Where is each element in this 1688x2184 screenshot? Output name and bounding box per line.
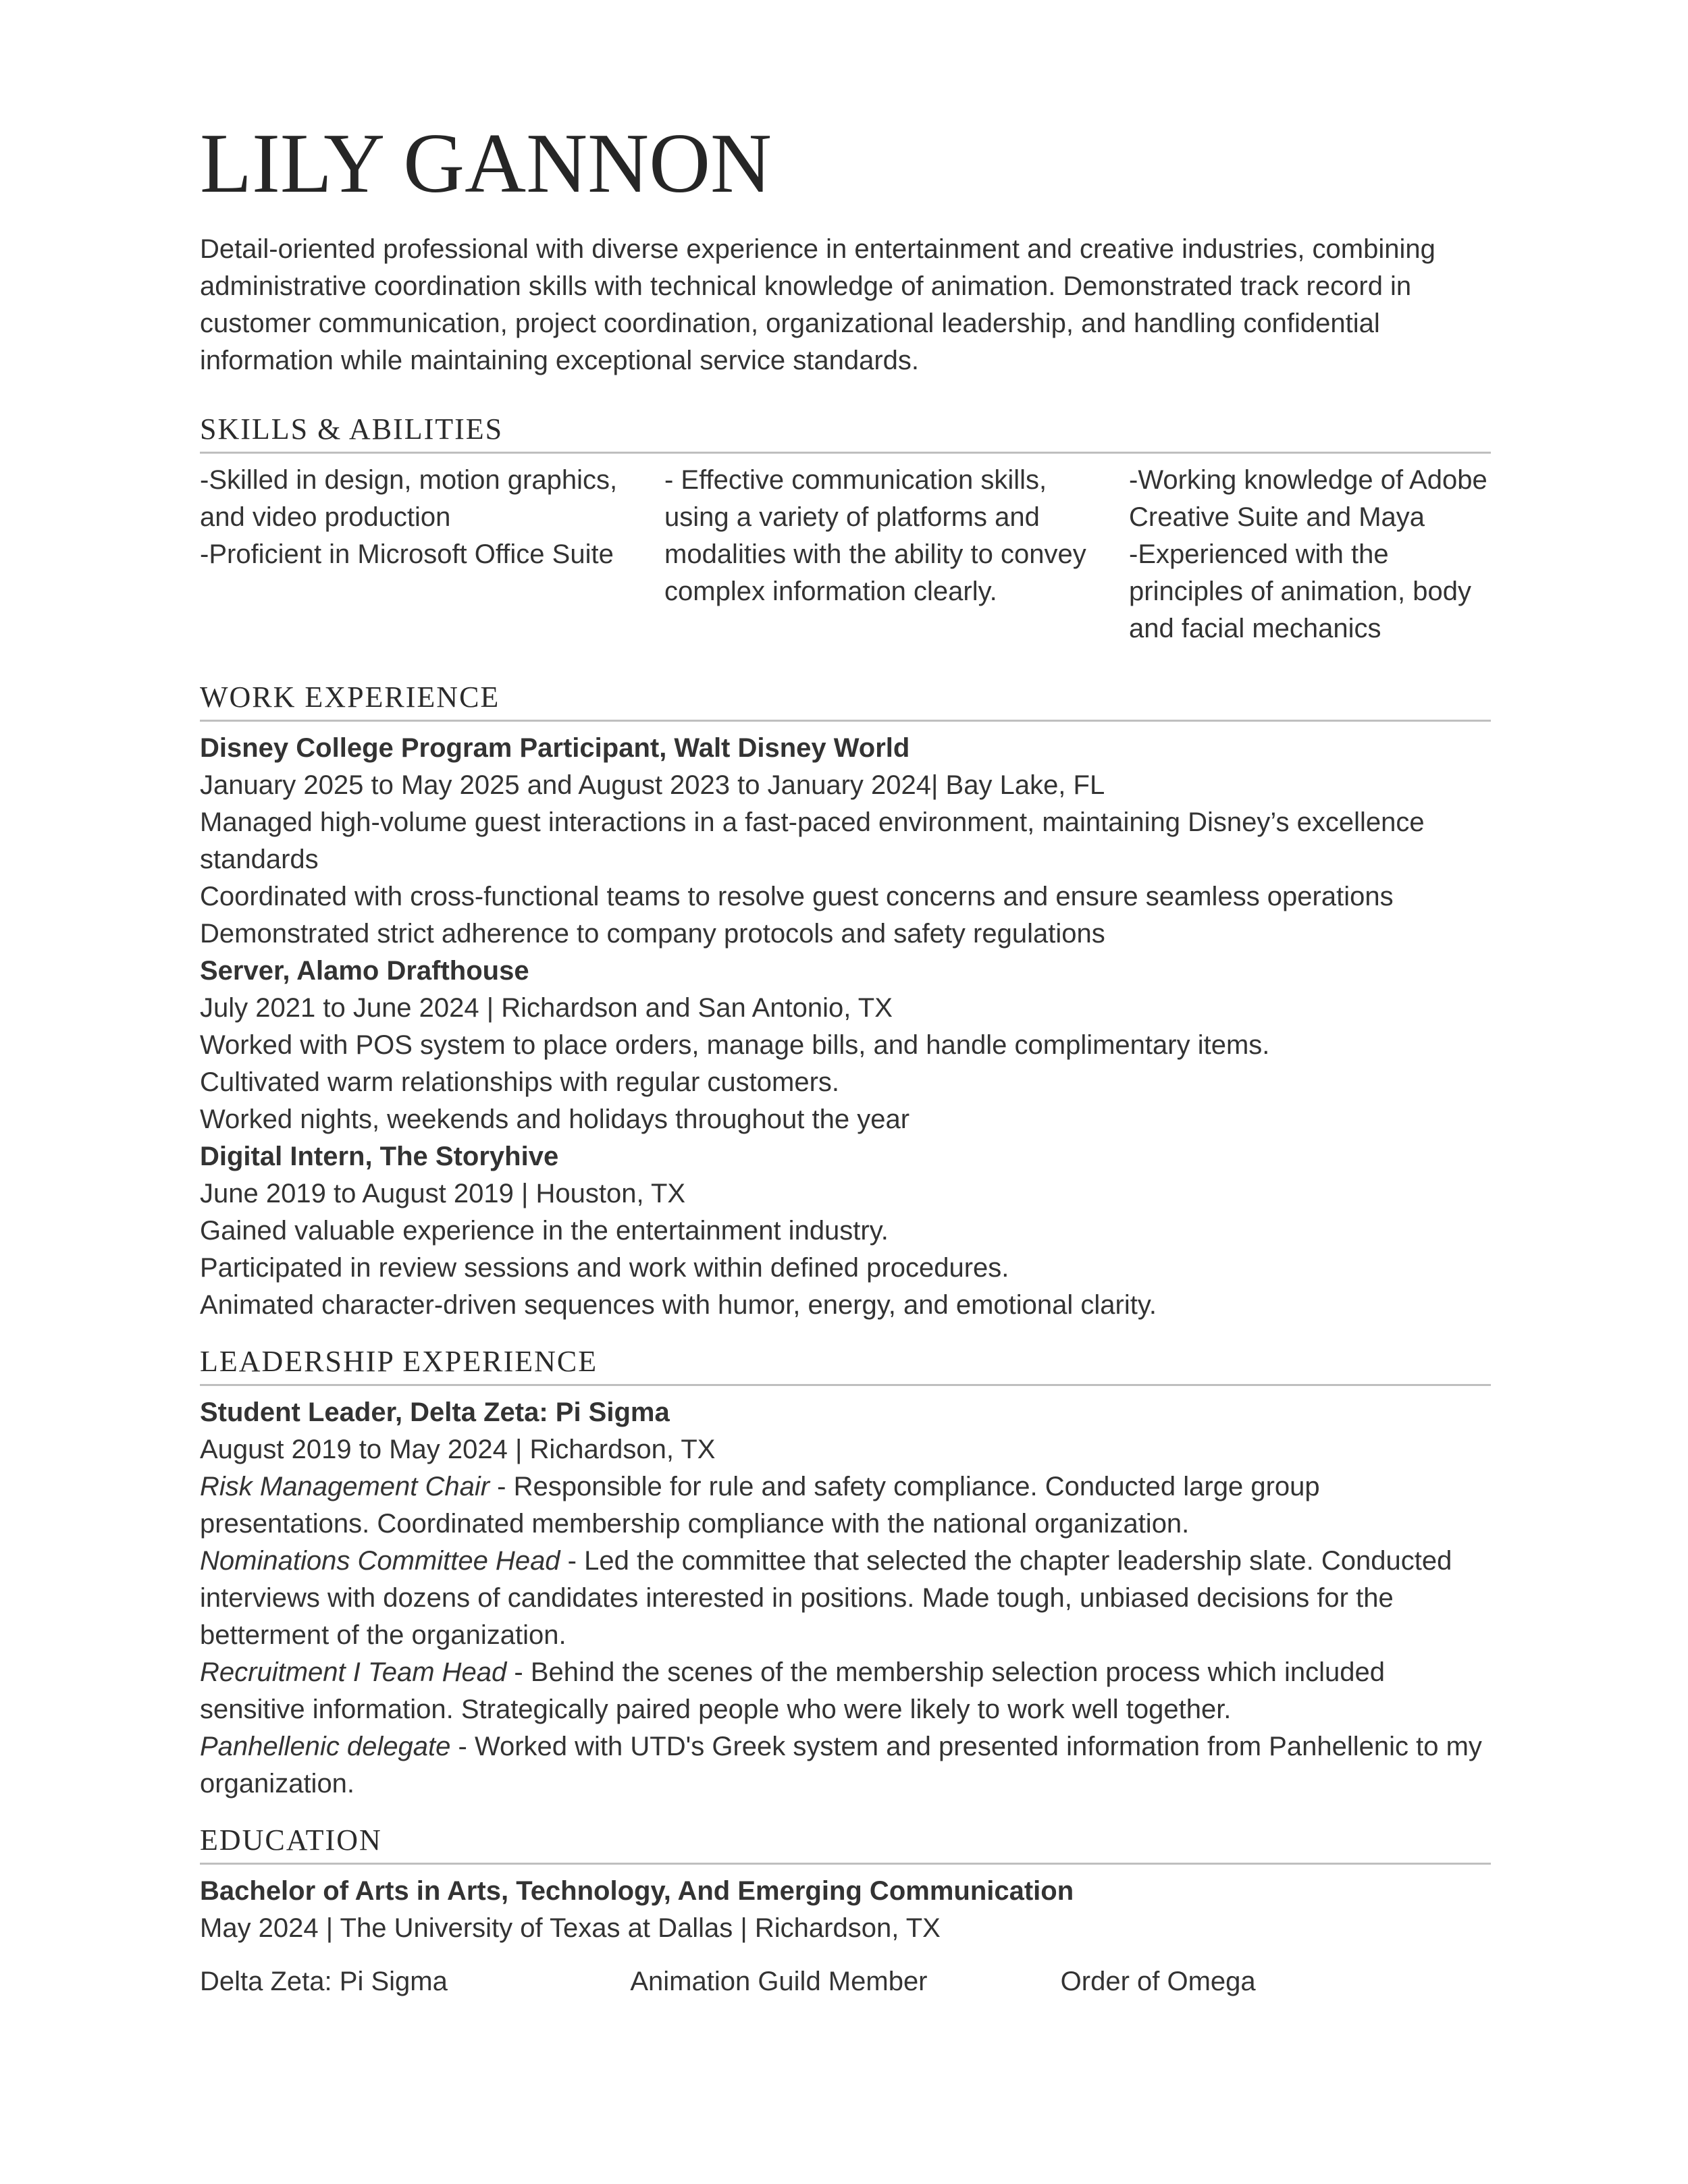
job-duty: Coordinated with cross-functional teams to resolve guest concerns and ensure seamless operations: [200, 882, 1394, 911]
leadership-item: [200, 1543, 1491, 1654]
leadership-item-text: - Worked with UTD's Greek system and presented information from Panhellenic to my organization.: [200, 1732, 1482, 1799]
skill-item: -Working knowledge of Adobe Creative Suite and Maya: [1129, 465, 1487, 532]
affiliation-item: Delta Zeta: Pi Sigma: [200, 1967, 448, 1996]
work-heading: WORK EXPERIENCE: [200, 680, 1491, 722]
job-dates: January 2025 to May 2025 and August 2023 to January 2024| Bay Lake, FL: [200, 770, 1105, 800]
skill-item: - Effective communication skills, using a variety of platforms and modalities with the ability to convey complex information clearly.: [664, 465, 1086, 606]
job-duty: Participated in review sessions and work within defined procedures.: [200, 1253, 1009, 1283]
skills-section: [200, 412, 1491, 647]
leadership-item-role: Nominations Committee Head: [200, 1546, 560, 1576]
job-duty: Demonstrated strict adherence to company protocols and safety regulations: [200, 919, 1105, 949]
skills-heading: SKILLS & ABILITIES: [200, 412, 1491, 454]
job-title: Server, Alamo Drafthouse: [200, 956, 529, 986]
summary-paragraph: Detail-oriented professional with diverse experience in entertainment and creative industries, combining administrative coordination skills with technical knowledge of animation. Demonstrated track record in customer communication, project coordination, organizational leadership, and handling confidential information while maintaining exceptional service standards.: [200, 234, 1435, 375]
job-dates: July 2021 to June 2024 | Richardson and San Antonio, TX: [200, 993, 893, 1023]
leadership-role: Student Leader, Delta Zeta: Pi Sigma: [200, 1397, 670, 1427]
job-duty: Animated character-driven sequences with humor, energy, and emotional clarity.: [200, 1290, 1157, 1320]
leadership-section: [200, 1344, 1491, 1803]
job-dates: June 2019 to August 2019 | Houston, TX: [200, 1179, 686, 1208]
leadership-item-text: - Behind the scenes of the membership selection process which included sensitive information. Strategically paired people who were likely to work well together.: [200, 1657, 1385, 1724]
affiliation-item: Animation Guild Member: [630, 1967, 928, 1996]
affiliation-item: Order of Omega: [1060, 1967, 1256, 1996]
education-heading: EDUCATION: [200, 1823, 1491, 1865]
work-section: [200, 680, 1491, 1324]
candidate-name: LILY GANNON: [200, 117, 772, 211]
skills-columns: [200, 462, 1491, 647]
leadership-item-role: Risk Management Chair: [200, 1472, 490, 1501]
education-section: [200, 1823, 1491, 2000]
leadership-item-text: - Responsible for rule and safety compliance. Conducted large group presentations. Coordinated membership compliance with the national organization.: [200, 1472, 1320, 1539]
skill-item: -Proficient in Microsoft Office Suite: [200, 539, 614, 569]
job-duty: Cultivated warm relationships with regular customers.: [200, 1067, 840, 1097]
job-duty: Worked nights, weekends and holidays throughout the year: [200, 1104, 910, 1134]
skill-item: -Skilled in design, motion graphics, and video production: [200, 465, 618, 532]
job-entry: [200, 730, 1491, 953]
leadership-item-role: Panhellenic delegate: [200, 1732, 451, 1761]
affiliations-row: [200, 1963, 1491, 2000]
skills-column-3: [1129, 462, 1491, 647]
job-duty: Worked with POS system to place orders, manage bills, and handle complimentary items.: [200, 1030, 1270, 1060]
resume-page: [200, 117, 1491, 2000]
job-entry: [200, 953, 1491, 1138]
leadership-dates: August 2019 to May 2024 | Richardson, TX: [200, 1435, 716, 1464]
leadership-item-role: Recruitment I Team Head: [200, 1657, 507, 1687]
degree-title: Bachelor of Arts in Arts, Technology, And Emerging Communication: [200, 1876, 1074, 1906]
leadership-item-text: - Led the committee that selected the chapter leadership slate. Conducted interviews with dozens of candidates interested in positions. Made tough, unbiased decisions for the betterment of the organization.: [200, 1546, 1452, 1650]
job-title: Digital Intern, The Storyhive: [200, 1142, 559, 1171]
leadership-item: [200, 1728, 1491, 1803]
leadership-item: [200, 1654, 1491, 1728]
job-entry: [200, 1138, 1491, 1324]
degree-details: May 2024 | The University of Texas at Dallas | Richardson, TX: [200, 1913, 941, 1943]
leadership-item: [200, 1468, 1491, 1543]
job-title: Disney College Program Participant, Walt Disney World: [200, 733, 910, 763]
skills-column-2: [664, 462, 1129, 647]
leadership-heading: LEADERSHIP EXPERIENCE: [200, 1344, 1491, 1386]
skill-item: -Experienced with the principles of animation, body and facial mechanics: [1129, 539, 1471, 643]
job-duty: Managed high-volume guest interactions in a fast-paced environment, maintaining Disney’s excellence standards: [200, 807, 1425, 874]
job-duty: Gained valuable experience in the entertainment industry.: [200, 1216, 889, 1246]
skills-column-1: [200, 462, 664, 647]
